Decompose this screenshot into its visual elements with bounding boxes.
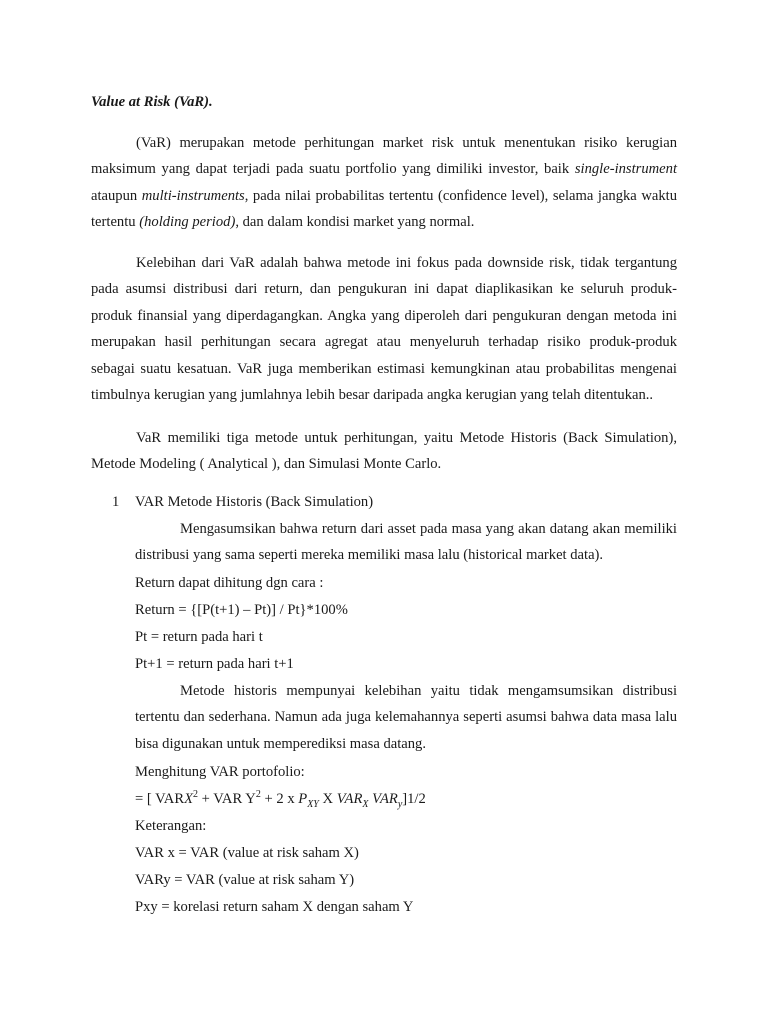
formula-part: ]1/2 bbox=[402, 791, 426, 807]
formula-exponent: 2 bbox=[192, 789, 198, 801]
pxy-definition: Pxy = korelasi return saham X dengan saham Y bbox=[135, 899, 414, 915]
formula-var: VAR bbox=[336, 791, 363, 807]
text-run: ataupun bbox=[91, 187, 142, 204]
section-heading: VAR Metode Historis (Back Simulation) bbox=[135, 494, 374, 510]
text-run: , pada nilai probabilitas tertentu (confidence level), selama jangka waktu tertentu bbox=[91, 187, 677, 231]
section-paragraph-pros-cons: Metode historis mempunyai kelebihan yaitu tidak mengamsumsikan distribusi tertentu dan sederhana. Namun ada juga kelemahannya seperti asumsi bahwa data masa lalu bisa digunakan untuk memperediksi masa datang. bbox=[135, 683, 677, 752]
varx-definition: VAR x = VAR (value at risk saham X) bbox=[135, 845, 359, 861]
keterangan-label: Keterangan: bbox=[135, 818, 207, 834]
paragraph-var-methods: VaR memiliki tiga metode untuk perhitungan, yaitu Metode Historis (Back Simulation), Metode Modeling ( Analytical ), dan Simulasi Monte Carlo. bbox=[91, 430, 677, 473]
formula-part: X bbox=[318, 791, 337, 807]
italic-run: (holding period) bbox=[139, 214, 236, 231]
return-formula: Return = {[P(t+1) – Pt)] / Pt}*100% bbox=[135, 602, 348, 618]
formula-var: Y bbox=[245, 791, 256, 807]
formula-var: P bbox=[298, 791, 308, 807]
paragraph-var-advantages: Kelebihan dari VaR adalah bahwa metode ini fokus pada downside risk, tidak tergantung pada asumsi distribusi dari return, dan pengukuran ini dapat diaplikasikan ke seluruh produk-produk finansial yang diperdagangkan. Angka yang diperoleh dari pengukuran dengan metoda ini merupakan hasil perhitungan secara agregat atau menyeluruh terhadap risiko produk-produk sebagai suatu kesatuan. VaR juga memberikan estimasi kemungkinan atau probabilitas mengenai timbulnya kerugian yang jumlahnya lebih besar daripada angka kerugian yang telah ditentukan.. bbox=[91, 255, 677, 404]
section-paragraph-assumption: Mengasumsikan bahwa return dari asset pada masa yang akan datang akan memiliki distribusi yang sama seperti mereka memiliki masa lalu (historical market data). bbox=[135, 521, 677, 564]
pt-definition: Pt = return pada hari t bbox=[135, 629, 263, 645]
italic-run: multi-instruments bbox=[141, 187, 245, 204]
text-run: (VaR) merupakan metode perhitungan market risk untuk menentukan risiko kerugian maksimum yang dapat terjadi pada suatu portfolio yang dimiliki investor, baik bbox=[91, 135, 677, 178]
formula-var: X bbox=[184, 791, 193, 807]
formula-part: + VAR bbox=[197, 791, 246, 807]
paragraph-var-definition bbox=[91, 130, 677, 236]
list-number: 1 bbox=[112, 494, 120, 510]
formula-subscript: y bbox=[397, 798, 403, 810]
document-title: Value at Risk (VaR). bbox=[91, 94, 213, 110]
text-run: , dan dalam kondisi market yang normal. bbox=[235, 214, 475, 231]
formula-subscript: X bbox=[362, 798, 369, 810]
formula-exponent: 2 bbox=[255, 789, 261, 801]
formula-var: VAR bbox=[372, 791, 398, 807]
vary-definition: VARy = VAR (value at risk saham Y) bbox=[135, 872, 355, 888]
formula-part: = [ VAR bbox=[135, 791, 185, 807]
pt1-definition: Pt+1 = return pada hari t+1 bbox=[135, 656, 294, 672]
formula-subscript: XY bbox=[307, 798, 319, 810]
portfolio-intro: Menghitung VAR portofolio: bbox=[135, 764, 305, 780]
formula-part: + 2 x bbox=[260, 791, 299, 807]
portfolio-var-formula bbox=[135, 786, 677, 812]
return-intro: Return dapat dihitung dgn cara : bbox=[135, 575, 324, 591]
italic-run: single-instrument bbox=[574, 161, 677, 178]
